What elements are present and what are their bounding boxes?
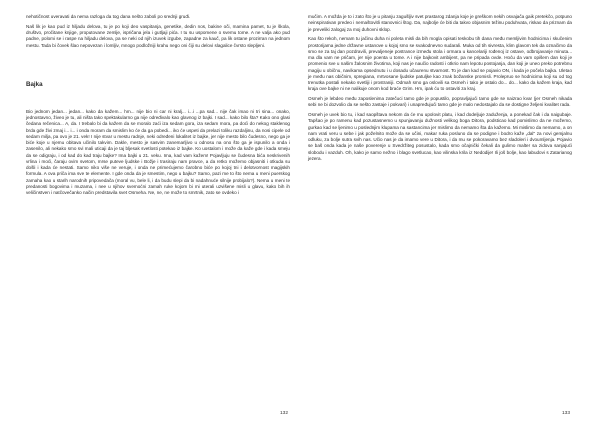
- paragraph: Osmeh je uvek bio tu, i kad saopštava nekom da će mu upolovit platu, i kad dodeljuje zaduženja, a ponekad čak i da naigubaje. Tapšao je po ramenu kad pozustasnemo u spunjavanju dužnosti velikog boga Ditora, podsticao kad pomislimo da ne možemo, gurkao kad se ljenimo u poslednjim klupama na sastancima jer mislimo da nemamo šta da kažemo. Mi mislimo da nemamo, a on nam vrati veru u sebe i jak poželnito može da se učini, makar ruka posluno da se podigne i bodro kaže „dal" za novi gemjalnu odluku, za bolje sutra svih nas. Učio nas je da imamo vere u Ditora, i da mu se pokoravamo bez sladoleri i dvoumljenja. Pojavio se baš onda kada je naše poverenje u Svedržiteg posustalo, kada smo očajnički čekali da gulimo malter sa zidova sanjajući slobodu i vazduh. Oh, kako je samo nežno i blago svetlucao, kao vilinska krila iz Nedodije! Ili još bolje, kao labudovi s Zatarianog jezera.: [308, 112, 572, 161]
- chapter-heading: Bajka: [26, 80, 43, 88]
- paragraph: nehotičnost uveravati da nema razloga da tog dana nešto zaboli po srednji gruđi.: [26, 14, 191, 19]
- right-text-column: [308, 14, 572, 162]
- paragraph: Osmeh je lebdeo među zaposlenima zatečuci tamo gde je popustilo, popravljajući tamo gde se naizrao kvar (jer Osmeh nikada sebi ne bi dozvolio da se nešto zastaje i pokvari) i unapređujući tamo gde je malo nedostajalo da se dostigne željeni kvalitet rada.: [308, 96, 572, 108]
- paragraph: mučim. A možda je to i zato što je u pitanju zagušljiv svet prastarog zdanja koje je greškom nekih osvajača gaik pretekčo, potpuno neinspirativan predeo i nemaštovitli stanovnici štog. Da, najbolje će biti da takvo objasnim težinu poduhvata, riskao da priznam da je preveliki zalogaj za moj duhovni sklop.: [308, 14, 572, 32]
- left-text-column: [26, 14, 290, 196]
- right-page: [300, 0, 600, 423]
- paragraph: Kao što rekoh, nemam tu jačinu duha ni poleta misli da bih mogla opisati teskobu tih dana među memljivim hodnicima i skučenim prostorijama jedne državne ustanove u kojoj smo se svakodnevno sudarali. Muka od tih sivresta, klim glavom tek da označimo da smo se za taj dan pozdravili, prevaljeneje postrance između stola i ormara u kancelariji rođenoj iz ostave, odbrojavanje minuta... ma dla vam ne pričam, jer nije poenta u tome. A i nije bajkovit ambijent, pa ne pripada ovde. Hoću da vam opišem dan koji je promenio sve u našim žalosnim životima, koji nas je naučio radosti i otkrio nam lepotu postojanja, dan koji je uneo preko potrebnu magiju u običnu, navikama opsednutu i u dosadu učaurenu stvarnost. To je dan kad se pojavio ON, i kada je počela bajka. Uletao je među nas običnim, spregiana, mrtvosanе ljudske patuljke kao znak božanske promisli. Prolepruo se hodnicima koji su od tog trenutka postali nekako svetliji i prostraniji. Odmah smo ga oslovili sa Osmeh i tako je ostalo do... do... kako da kažem kraja, kad kraja ove bajke ni ne nalikuje onom kod braće Grim. Hm, ipak ću to ostaviti za kraj.: [308, 36, 572, 92]
- page-number-left: 132: [279, 411, 288, 416]
- page-number-right: 133: [561, 411, 570, 416]
- paragraph: Bio jednom jedan... jedan... kako da kažem... hm... nije bio ni car ni kralj... i...i ...pa sad... nije čak imao ni tri sina... onako, jednostavno, živeo je tu, ali ništa tako spektakularno ga nije određivalo kao glavnog iz bajki. I sad... kako bilo šta? Kako ono glasi čedana rečenica... A, da. I trebalo bi da kažem da se moralo zaći iza sedam gora, iza sedam mora, pa doći do nekog staklenog brda gde živi zmaj i... i... i onda moram da smislim ko će da ga pobedi... iko će uspeti da prelazi toliku razdaljinu, da nosi cipele od sedam milja, pa ovo je 21. vek! I nije stvar u mestu radnje, neki određeni lokalitet iz bajke, jer nije mesto bilo čudesno, nego ga je biće koje u njemu obitava učinilo takvim. Dakle, mesto je sasvim zanemarljivo u odnosu na ono što ga je ispunilo a onda i zasenilo, ali nekako smo svi mali uticaji da je taj bljesak svetlosti potekao iz bajke. Ko uostalom i može da kaže gde i kada smeju da se odigraju, i od kad do kad traju bajke? Ima bajki u 21. veku. Ima, kad vam kažem! Pojavljuju se čudesna bića neskrivenih vrlina i moći, čaraju ovim svetom, mrse puteve ljudske i Božje i trasiraju nam pravce, a da retko možemo objasniti i otkuda su došli i kada će nestati. Samo niko više ne veruje, i onda ne primećujemo čarobno biće po kojoj tni i delotvornost magijskih formula. A ova priča ima sve te elemente. I gde onda da je smestim, nego u bajku? Samo, pazi me to što nema u meni puerskog zamaha kao u starih narodnih pripovedača (moral vu, bele li, i da budu slepi da bi nadahnuće silnije probijalo?). Nema u meni te predanosti bogovima i muzama, i nee u njihov svemoćni zamah ruke kojom bi mi uterali uzvišene misli u glavu, kako bih ih veličinstven i natčovečanko način predstavila svet Osmeha. Ne, ne, ne može to smrtnik, zato se ovdeko i: [26, 108, 290, 195]
- paragraph: Naš lik je kao pud iz hiljadu delova, tu je po koji deo vaspitanja, genetike, dedin nos, bakine oči, mamina pamet, tu je škola, društvo, pročitane knjige, proputovane zemlje, ispričana jela i gutljaji pića. I tu su uspomene o svemu tome. A ne valja ako pud padne, polomi se i raspe na hiljadu delova, pa se neki od njih izuvek izgube, zapadne za kauč, pa lik ostane prozirran na jednom mestu. Tada bi čovek šlao nepovezan i lomljiv, mnogo podložniji krahu nego oni čiji su delovi slagalice čvrsto slepljeni.: [26, 23, 290, 48]
